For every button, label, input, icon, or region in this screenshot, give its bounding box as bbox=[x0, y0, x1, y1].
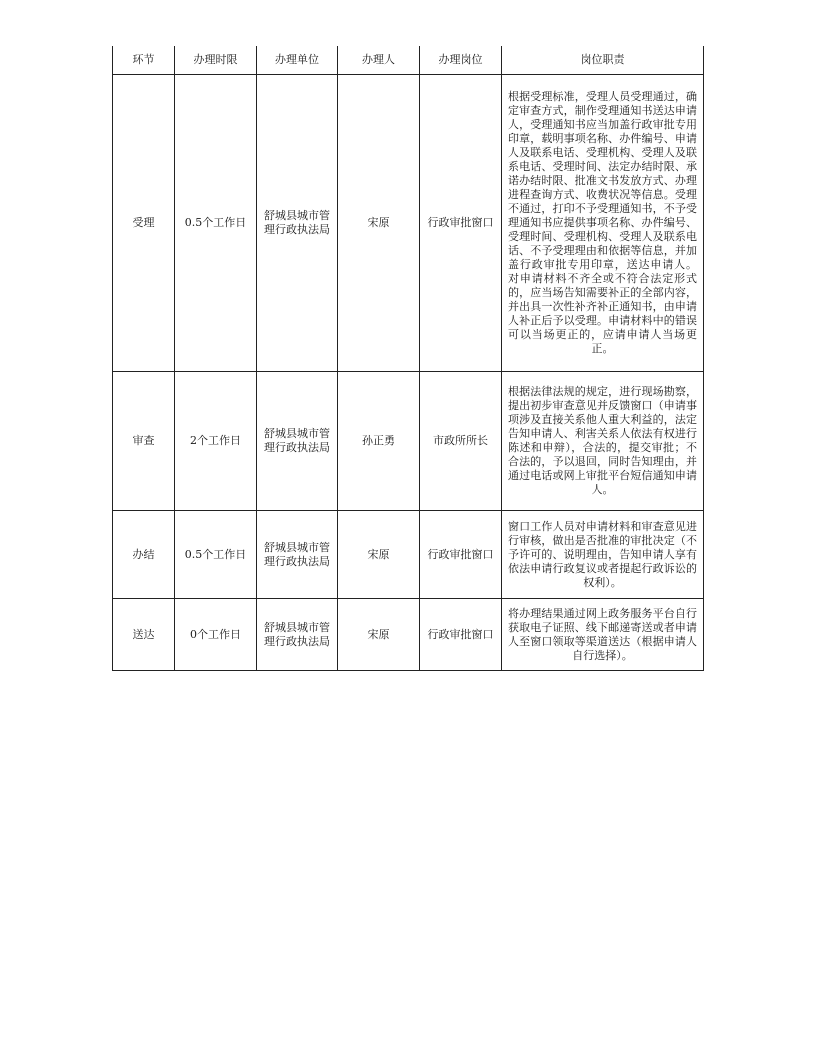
cell-stage: 审查 bbox=[113, 372, 175, 511]
header-handler: 办理人 bbox=[338, 46, 420, 75]
cell-handler: 宋原 bbox=[338, 599, 420, 671]
cell-handler: 孙正勇 bbox=[338, 372, 420, 511]
cell-post: 行政审批窗口 bbox=[420, 75, 502, 372]
table-body bbox=[113, 75, 704, 671]
cell-handler: 宋原 bbox=[338, 75, 420, 372]
table-row bbox=[113, 599, 704, 671]
cell-unit: 舒城县城市管理行政执法局 bbox=[257, 372, 338, 511]
table-row bbox=[113, 511, 704, 599]
cell-time-limit: 0.5个工作日 bbox=[175, 511, 257, 599]
cell-post: 行政审批窗口 bbox=[420, 511, 502, 599]
header-unit: 办理单位 bbox=[257, 46, 338, 75]
cell-post: 市政所所长 bbox=[420, 372, 502, 511]
table-header bbox=[113, 46, 704, 75]
cell-time-limit: 0.5个工作日 bbox=[175, 75, 257, 372]
cell-unit: 舒城县城市管理行政执法局 bbox=[257, 511, 338, 599]
cell-unit: 舒城县城市管理行政执法局 bbox=[257, 599, 338, 671]
header-stage: 环节 bbox=[113, 46, 175, 75]
table-row bbox=[113, 75, 704, 372]
cell-time-limit: 2个工作日 bbox=[175, 372, 257, 511]
header-time-limit: 办理时限 bbox=[175, 46, 257, 75]
cell-unit: 舒城县城市管理行政执法局 bbox=[257, 75, 338, 372]
cell-stage: 受理 bbox=[113, 75, 175, 372]
cell-post: 行政审批窗口 bbox=[420, 599, 502, 671]
cell-handler: 宋原 bbox=[338, 511, 420, 599]
header-row bbox=[113, 46, 704, 75]
cell-duty: 将办理结果通过网上政务服务平台自行获取电子证照、线下邮递寄送或者申请人至窗口领取等渠道送达（根据申请人自行选择）。 bbox=[502, 599, 704, 671]
header-post: 办理岗位 bbox=[420, 46, 502, 75]
cell-duty: 窗口工作人员对申请材料和审查意见进行审核，做出是否批准的审批决定（不予许可的、说明理由，告知申请人享有依法申请行政复议或者提起行政诉讼的权利）。 bbox=[502, 511, 704, 599]
table-row bbox=[113, 372, 704, 511]
approval-process-table bbox=[112, 46, 704, 671]
header-duty: 岗位职责 bbox=[502, 46, 704, 75]
cell-time-limit: 0个工作日 bbox=[175, 599, 257, 671]
cell-stage: 办结 bbox=[113, 511, 175, 599]
cell-duty: 根据受理标准，受理人员受理通过，确定审查方式，制作受理通知书送达申请人，受理通知书应当加盖行政审批专用印章，载明事项名称、办件编号、申请人及联系电话、受理机构、受理人及联系电话、受理时间、法定办结时限、承诺办结时限、批准文书发放方式、办理进程查询方式、收费状况等信息。受理不通过，打印不予受理通知书，不予受理通知书应提供事项名称、办件编号、受理时间、受理机构、受理人及联系电话、不予受理理由和依据等信息，并加盖行政审批专用印章，送达申请人。 对申请材料不齐全或不符合法定形式的，应当场告知需要补正的全部内容，并出具一次性补齐补正通知书，由申请人补正后予以受理。申请材料中的错误可以当场更正的，应请申请人当场更正。 bbox=[502, 75, 704, 372]
cell-stage: 送达 bbox=[113, 599, 175, 671]
cell-duty: 根据法律法规的规定，进行现场勘察，提出初步审查意见并反馈窗口（申请事项涉及直接关系他人重大利益的，法定告知申请人、利害关系人依法有权进行陈述和申辩），合法的，提交审批；不合法的，予以退回，同时告知理由，并通过电话或网上审批平台短信通知申请人。 bbox=[502, 372, 704, 511]
